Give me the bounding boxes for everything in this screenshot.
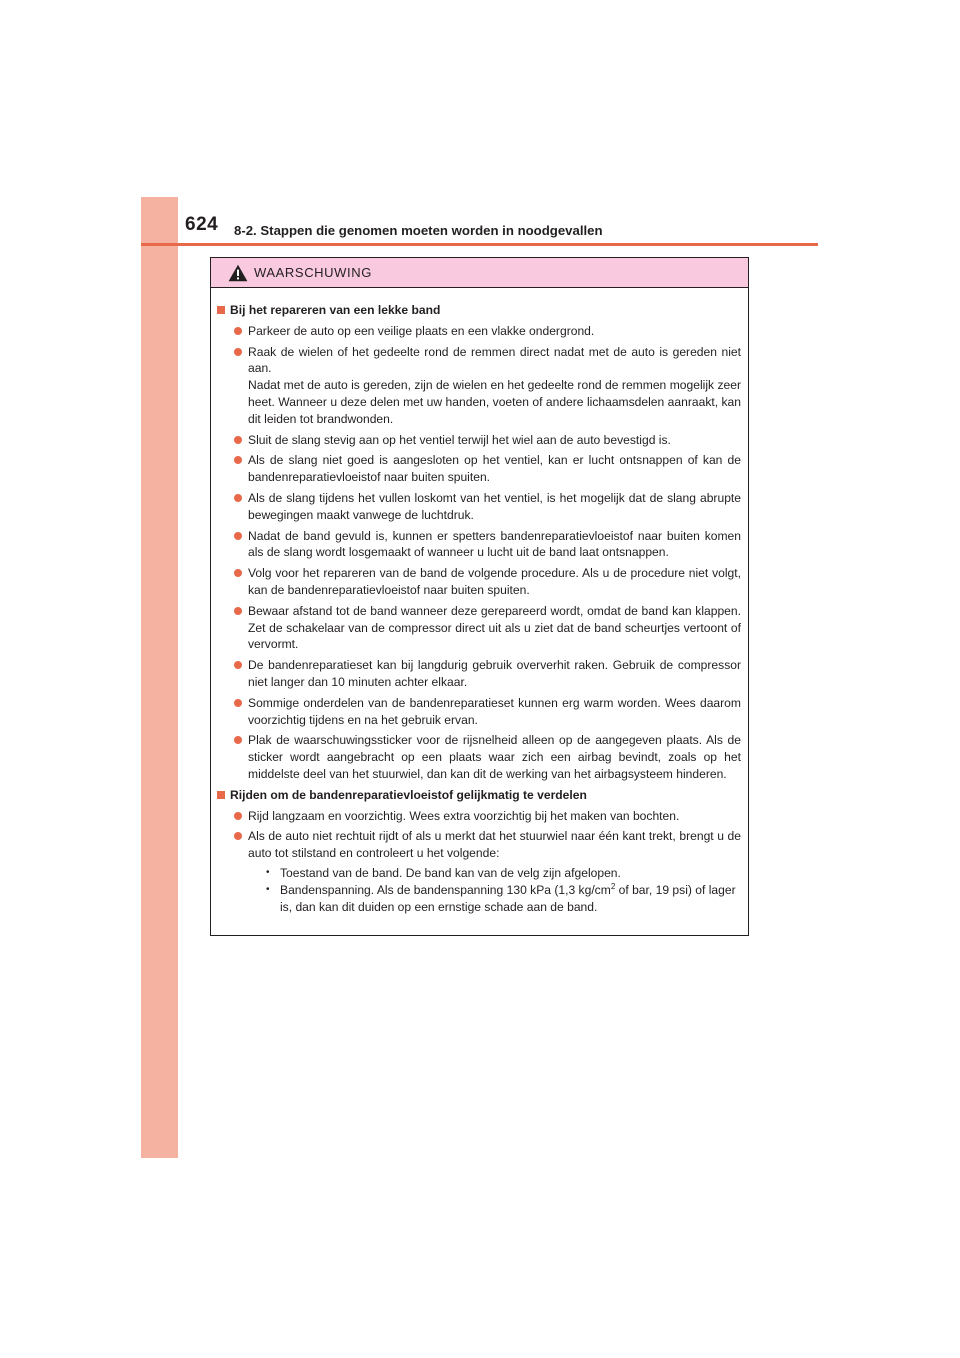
- list-item-text: Raak de wielen of het gedeelte rond de remmen direct nadat met de auto is gereden niet aan.: [248, 344, 741, 376]
- list-item-text: Bewaar afstand tot de band wanneer deze gerepareerd wordt, omdat de band kan klappen. Zet de schakelaar van de compressor direct uit als u ziet dat de band scheurtjes vertoont of vervormt.: [248, 603, 741, 652]
- circle-bullet-icon: [234, 494, 242, 502]
- list-item: [217, 344, 741, 428]
- section-heading-text: Bij het repareren van een lekke band: [230, 303, 441, 317]
- list-item-text: Als de auto niet rechtuit rijdt of als u merkt dat het stuurwiel naar één kant trekt, brengt u de auto tot stilstand en controleert u het volgende:: [248, 829, 741, 861]
- list-item: [217, 657, 741, 691]
- page-number: 624: [185, 214, 219, 235]
- list-item: [217, 828, 741, 915]
- list-item: [217, 732, 741, 782]
- section-heading-text: Rijden om de bandenreparatievloeistof gelijkmatig te verdelen: [230, 787, 587, 802]
- list-item-text: Sommige onderdelen van de bandenreparatieset kunnen erg warm worden. Wees daarom voorzichtig tijdens en na het gebruik ervan.: [248, 695, 741, 727]
- circle-bullet-icon: [234, 812, 242, 820]
- circle-bullet-icon: [234, 832, 242, 840]
- list-item-text: Als de slang niet goed is aangesloten op het ventiel, kan er lucht ontsnappen of kan de bandenreparatievloeistof naar buiten spuiten.: [248, 453, 741, 485]
- header-rule: [141, 243, 818, 246]
- sub-list-item-text: of bar, 19 psi) of lager is, dan kan dit duiden op een ernstige schade aan de band.: [280, 882, 736, 914]
- list-item-text: Parkeer de auto op een veilige plaats en een vlakke ondergrond.: [248, 323, 595, 338]
- list-item-text: Nadat de band gevuld is, kunnen er spetters bandenreparatievloeistof naar buiten komen als de slang wordt losgemaakt of wanneer u lucht uit de band laat ontsnappen.: [248, 528, 741, 560]
- section-heading: [217, 302, 741, 319]
- sub-list-item: [264, 882, 741, 916]
- list-item: [217, 808, 741, 825]
- circle-bullet-icon: [234, 661, 242, 669]
- circle-bullet-icon: [234, 348, 242, 356]
- circle-bullet-icon: [234, 607, 242, 615]
- list-item-text: Als de slang tijdens het vullen loskomt van het ventiel, is het mogelijk dat de slang abrupte bewegingen maakt vanwege de luchtdruk.: [248, 490, 741, 522]
- sub-list-item: [264, 865, 741, 882]
- superscript: 2: [610, 881, 616, 891]
- circle-bullet-icon: [234, 736, 242, 744]
- list-item: [217, 490, 741, 524]
- list-item: [217, 432, 741, 449]
- sub-list: [248, 865, 741, 915]
- list-item-text: De bandenreparatieset kan bij langdurig gebruik oververhit raken. Gebruik de compressor niet langer dan 10 minuten achter elkaar.: [248, 658, 741, 689]
- list-item-text: Volg voor het repareren van de band de volgende procedure. Als u de procedure niet volgt, kan de bandenreparatievloeistof naar buiten spuiten.: [248, 566, 741, 597]
- circle-bullet-icon: [234, 569, 242, 577]
- circle-bullet-icon: [234, 699, 242, 707]
- circle-bullet-icon: [234, 436, 242, 444]
- section-title: 8-2. Stappen die genomen moeten worden in noodgevallen: [234, 223, 603, 238]
- list-item-text: Rijd langzaam en voorzichtig. Wees extra voorzichtig bij het maken van bochten.: [248, 808, 680, 823]
- sub-list-item-text: Toestand van de band. De band kan van de velg zijn afgelopen.: [280, 865, 621, 880]
- warning-header: [211, 258, 748, 288]
- warning-triangle-icon: [228, 264, 248, 282]
- list-item: [217, 528, 741, 562]
- circle-bullet-icon: [234, 456, 242, 464]
- list-item: [217, 695, 741, 729]
- list-item: [217, 603, 741, 653]
- list-item: [217, 452, 741, 486]
- list-item-text: Nadat met de auto is gereden, zijn de wielen en het gedeelte rond de remmen mogelijk zeer heet. Wanneer u deze delen met uw handen, voeten of andere lichaamsdelen aanraakt, kan dit leiden tot brandwonden.: [248, 378, 741, 426]
- list-item-text: Sluit de slang stevig aan op het ventiel terwijl het wiel aan de auto bevestigd is.: [248, 432, 671, 447]
- square-bullet-icon: [217, 791, 225, 799]
- warning-box: [210, 257, 749, 936]
- circle-bullet-icon: [234, 327, 242, 335]
- small-bullet-icon: •: [266, 883, 270, 895]
- warning-body: [211, 288, 748, 915]
- warning-title: WAARSCHUWING: [254, 265, 372, 280]
- list-item: [217, 565, 741, 599]
- list-item-text: Plak de waarschuwingssticker voor de rijsnelheid alleen op de aangegeven plaats. Als de sticker wordt aangebracht op een plaats waar zich een airbag bevindt, zoals op het middelste deel van het stuurwiel, dan kan dit de werking van het airbagsysteem hinderen.: [248, 733, 741, 781]
- square-bullet-icon: [217, 306, 225, 314]
- circle-bullet-icon: [234, 532, 242, 540]
- list-item: [217, 323, 741, 340]
- small-bullet-icon: •: [266, 866, 270, 878]
- sub-list-item-text: Bandenspanning. Als de bandenspanning 130 kPa (1,3 kg/cm: [280, 882, 611, 897]
- page-side-tab: [141, 197, 178, 1158]
- section-heading: [217, 787, 741, 804]
